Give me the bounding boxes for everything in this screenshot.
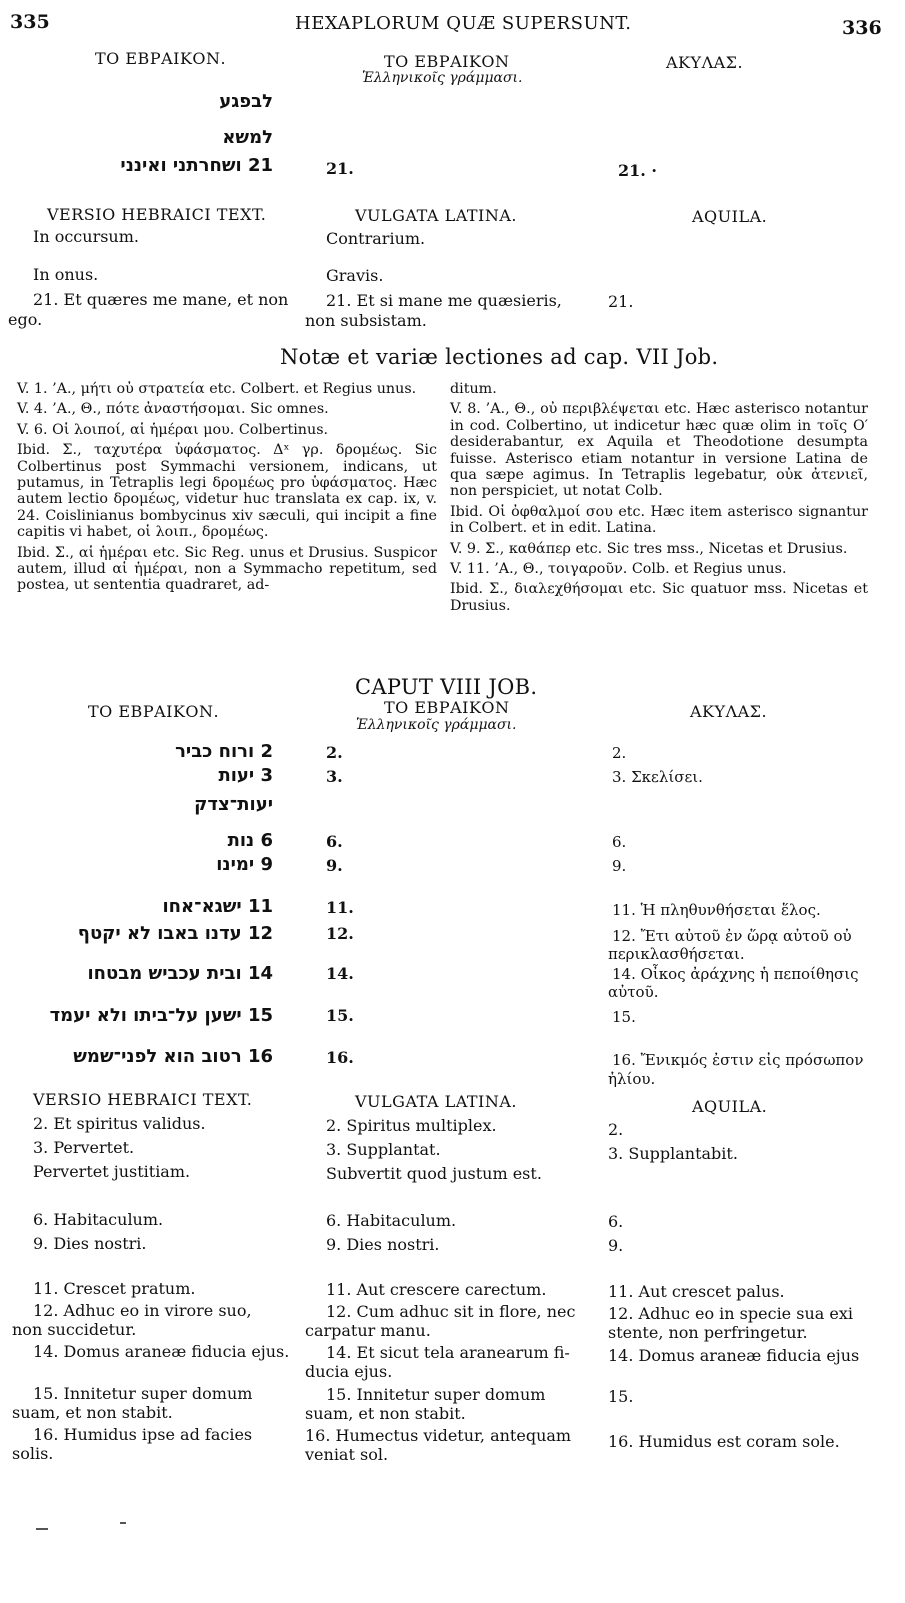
verse-number: 15.	[326, 1006, 354, 1025]
versio-line: 9. Dies nostri.	[33, 1234, 147, 1253]
notes-right-column	[450, 381, 868, 618]
hebrew-line: 15 ישען על־ביתו ולא יעמד	[49, 1005, 273, 1026]
aquila-greek-line: 6.	[612, 833, 627, 851]
aquila-line: 3. Supplantabit.	[608, 1144, 738, 1163]
vulgata-line: 3. Supplantat.	[326, 1140, 441, 1159]
vulgata-line: 6. Habitaculum.	[326, 1211, 457, 1230]
aquila-line: stente, non perfringetur.	[608, 1323, 808, 1342]
page-number-left: 335	[10, 11, 50, 33]
vulgata-line: 14. Et sicut tela aranearum fi-	[326, 1343, 570, 1362]
vulgata-line: 15. Innitetur super domum	[326, 1385, 546, 1404]
col-head-aquila: ΑΚΥΛΑΣ.	[666, 53, 744, 72]
col-head-greek-letters: ΤΟ ΕΒΡΑΙΚΟΝ	[384, 698, 510, 717]
print-mark	[36, 1528, 48, 1530]
aquila-greek-line: περικλασθήσεται.	[608, 945, 745, 963]
hebrew-line: לבפגע	[219, 91, 273, 112]
verse-number: 12.	[326, 924, 354, 943]
vulgata-line: non subsistam.	[305, 311, 427, 330]
versio-line: 16. Humidus ipse ad facies	[33, 1425, 253, 1444]
aquila-greek-line: 2.	[612, 744, 627, 762]
vulgata-line: 16. Humectus videtur, antequam	[305, 1426, 572, 1445]
latin-head-vulgata: VULGATA LATINA.	[355, 206, 517, 225]
versio-line: solis.	[12, 1444, 54, 1463]
versio-line: 3. Pervertet.	[33, 1138, 135, 1157]
vulgata-line: Subvertit quod justum est.	[326, 1164, 542, 1183]
running-head: HEXAPLORUM QUÆ SUPERSUNT.	[295, 13, 632, 34]
aquila-line: 15.	[608, 1387, 634, 1406]
verse-number: 3.	[326, 767, 343, 786]
aquila-line: 21.	[608, 292, 634, 311]
note-paragraph: V. 8. ’Α., Θ., οὐ περιβλέψεται etc. Hæc asterisco notantur in cod. Colbertino, ut indicetur hæc quæ olim in τοῖς Ο′ desiderabantur, ex Aquila et Theodotione desumpta fuisse. Asterisco etiam notantur in versione Latina de qua sæpe agimus. In Tetraplis legebatur, οὐκ ἀτενιεῖ, non perspiciet, ut notat Colb.	[450, 401, 868, 500]
aquila-line: 2.	[608, 1120, 624, 1139]
versio-line: 21. Et quæres me mane, et non	[33, 290, 289, 309]
verse-number: 2.	[326, 743, 343, 762]
versio-line: 12. Adhuc eo in virore suo,	[33, 1301, 252, 1320]
versio-line: 6. Habitaculum.	[33, 1210, 164, 1229]
hebrew-line: למשא	[222, 127, 273, 148]
col-subhead-greek-letters: Ἑλληνικοῖς γράμμασι.	[362, 70, 523, 86]
versio-line: 11. Crescet pratum.	[33, 1279, 196, 1298]
vulgata-line: ducia ejus.	[305, 1362, 393, 1381]
verse-number: 21.	[326, 159, 354, 178]
versio-line: In onus.	[33, 265, 99, 284]
aquila-line: 11. Aut crescet palus.	[608, 1282, 785, 1301]
versio-line: 2. Et spiritus validus.	[33, 1114, 206, 1133]
aquila-greek-line: 9.	[612, 857, 627, 875]
vulgata-line: 12. Cum adhuc sit in flore, nec	[326, 1302, 576, 1321]
aquila-line: 6.	[608, 1212, 624, 1231]
note-paragraph: V. 9. Σ., καθάπερ etc. Sic tres mss., Nicetas et Drusius.	[450, 540, 848, 557]
hebrew-line: 21 ושחרתני ואינני	[120, 155, 273, 176]
col-head-greek-letters: ΤΟ ΕΒΡΑΙΚΟΝ	[384, 52, 510, 71]
col-head-hebraic: ΤΟ ΕΒΡΑΙΚΟΝ.	[88, 702, 220, 721]
vulgata-line: 9. Dies nostri.	[326, 1235, 440, 1254]
hebrew-line: 2 ורוח כביר	[175, 741, 273, 762]
aquila-greek-line: 3. Σκελίσει.	[612, 768, 703, 786]
page-number-right: 336	[842, 17, 882, 39]
notes-title: Notæ et variæ lectiones ad cap. VII Job.	[280, 345, 719, 369]
latin-head-versio: VERSIO HEBRAICI TEXT.	[47, 205, 267, 224]
versio-line: 15. Innitetur super domum	[33, 1384, 253, 1403]
vulgata-line: suam, et non stabit.	[305, 1404, 466, 1423]
note-paragraph: Ibid. Σ., διαλεχθήσομαι etc. Sic quatuor mss. Nicetas et Drusius.	[450, 581, 868, 614]
note-paragraph: V. 4. ’Α., Θ., πότε ἀναστήσομαι. Sic omnes.	[17, 401, 329, 418]
latin-head-aquila: AQUILA.	[692, 207, 768, 226]
caput-title: CAPUT VIII JOB.	[355, 675, 538, 699]
aquila-greek-line: ἡλίου.	[608, 1070, 656, 1088]
vulgata-line: 21. Et si mane me quæsieris,	[326, 291, 562, 310]
latin-head-aquila: AQUILA.	[692, 1097, 768, 1116]
aquila-greek-line: 12. Ἔτι αὐτοῦ ἐν ὥρᾳ αὐτοῦ οὐ	[612, 927, 852, 945]
aquila-line: 14. Domus araneæ fiducia ejus	[608, 1346, 860, 1365]
vulgata-line: veniat sol.	[305, 1445, 389, 1464]
aquila-line: 16. Humidus est coram sole.	[608, 1432, 840, 1451]
vulgata-line: 2. Spiritus multiplex.	[326, 1116, 497, 1135]
hebrew-line: 9 ימינו	[216, 854, 273, 875]
aquila-greek-line: 11. Ἡ πληθυνθήσεται ἕλος.	[612, 901, 821, 919]
note-paragraph: Ibid. Σ., αἱ ἡμέραι etc. Sic Reg. unus et Drusius. Suspicor autem, illud αἱ ἡμέραι, non a Symmacho repetitum, sed postea, ut sententia quadraret, ad-	[17, 544, 437, 594]
verse-number: 11.	[326, 898, 354, 917]
notes-left-column	[17, 381, 437, 598]
aquila-greek-line: 16. Ἔνικμός ἐστιν εἰς πρόσωπον	[612, 1051, 864, 1069]
note-paragraph: Ibid. Σ., ταχυτέρα ὑφάσματος. Δˣ γρ. δρομέως. Sic Colbertinus post Symmachi versionem, indicans, ut putamus, in Tetraplis legi δρομέως pro ὑφάσματος. Hæc autem lectio δρομέως, videtur huc translata ex cap. ix, v. 24. Coislinianus bombycinus xiv sæculi, qui incipit a fine capitis vi habet, οἱ λοιπ., δρομέως.	[17, 442, 437, 541]
versio-line: In occursum.	[33, 227, 139, 246]
vulgata-line: carpatur manu.	[305, 1321, 431, 1340]
vulgata-line: Gravis.	[326, 266, 384, 285]
versio-line: non succidetur.	[12, 1320, 137, 1339]
verse-number: 16.	[326, 1048, 354, 1067]
verse-number: 6.	[326, 832, 343, 851]
col-head-hebraic: ΤΟ ΕΒΡΑΙΚΟΝ.	[95, 49, 227, 68]
versio-line: ego.	[8, 310, 43, 329]
vulgata-line: 11. Aut crescere carectum.	[326, 1280, 547, 1299]
verse-number: 14.	[326, 964, 354, 983]
versio-line: Pervertet justitiam.	[33, 1162, 191, 1181]
note-paragraph: ditum.	[450, 381, 497, 397]
hebrew-line: 14 ובית עכביש מבטחו	[87, 963, 273, 984]
aquila-greek-line: 15.	[612, 1008, 636, 1026]
hebrew-line: 3 יעות	[218, 765, 273, 786]
aquila-greek-line: 14. Οἶκος ἀράχνης ἡ πεποίθησις	[612, 965, 859, 983]
note-paragraph: Ibid. Οἱ ὀφθαλμοί σου etc. Hæc item asterisco signantur in Colbert. et in edit. Latina.	[450, 503, 868, 537]
hebrew-line: 16 רטוב הוא לפני־שמש	[73, 1046, 273, 1067]
note-paragraph: V. 6. Οἱ λοιποί, αἱ ἡμέραι μου. Colbertinus.	[17, 421, 329, 438]
latin-head-versio: VERSIO HEBRAICI TEXT.	[33, 1090, 253, 1109]
note-paragraph: V. 1. ’Α., μήτι οὐ στρατεία etc. Colbert. et Regius unus.	[17, 381, 417, 397]
col-subhead-greek-letters: Ἑλληνικοῖς γράμμασι.	[356, 717, 517, 733]
print-mark	[120, 1522, 126, 1524]
latin-head-vulgata: VULGATA LATINA.	[355, 1092, 517, 1111]
verse-number: 21. ·	[618, 161, 657, 180]
vulgata-line: Contrarium.	[326, 229, 426, 248]
hebrew-line: 12 עדנו באבו לא יקטף	[77, 923, 273, 944]
versio-line: suam, et non stabit.	[12, 1403, 173, 1422]
hebrew-line: יעות־צדק	[194, 794, 273, 815]
aquila-line: 12. Adhuc eo in specie sua exi	[608, 1304, 853, 1323]
hebrew-line: 11 ישגא־אחו	[162, 896, 273, 917]
col-head-aquila: ΑΚΥΛΑΣ.	[690, 702, 768, 721]
aquila-line: 9.	[608, 1236, 624, 1255]
aquila-greek-line: αὐτοῦ.	[608, 983, 659, 1001]
note-paragraph: V. 11. ’Α., Θ., τοιγαροῦν. Colb. et Regius unus.	[450, 561, 787, 578]
versio-line: 14. Domus araneæ fiducia ejus.	[33, 1342, 290, 1361]
hebrew-line: 6 נות	[227, 830, 273, 851]
verse-number: 9.	[326, 856, 343, 875]
